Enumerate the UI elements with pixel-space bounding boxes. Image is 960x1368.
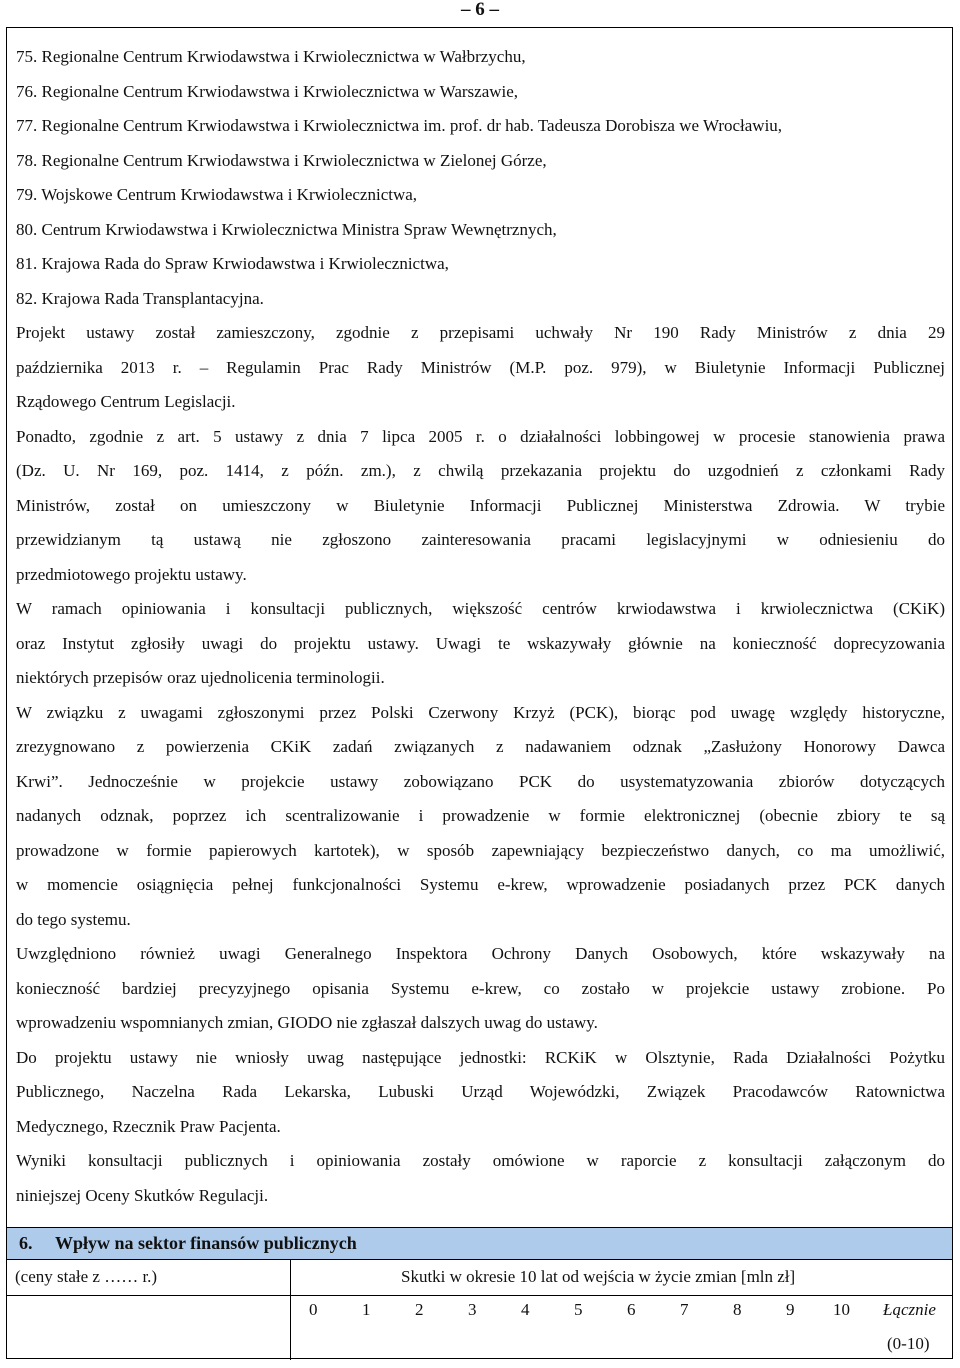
list-item: 81. Krajowa Rada do Spraw Krwiodawstwa i Krwiolecznictwa, xyxy=(16,254,449,273)
finance-table-header xyxy=(7,1260,952,1296)
document-body xyxy=(16,40,946,1213)
paragraph-lobbying xyxy=(16,420,945,593)
page-number: – 6 – xyxy=(461,0,499,20)
year-cell: 4 xyxy=(521,1300,530,1319)
year-cell: 3 xyxy=(468,1300,477,1319)
year-cell: 0 xyxy=(309,1300,318,1319)
year-cell: 8 xyxy=(733,1300,742,1319)
text-line: (Dz. U. Nr 169, poz. 1414, z późn. zm.), z chwilą przekazania projektu do uzgodnień z członkami Rady xyxy=(16,461,945,480)
list-item: 76. Regionalne Centrum Krwiodawstwa i Krwiolecznictwa w Warszawie, xyxy=(16,81,519,101)
text-line: wprowadzeniu wspomnianych zmian, GIODO nie zgłaszał dalszych uwag do ustawy. xyxy=(16,1013,598,1032)
year-cell: 1 xyxy=(362,1300,371,1319)
year-cell: 9 xyxy=(786,1300,795,1319)
prices-label: (ceny stałe z …… r.) xyxy=(15,1267,158,1286)
text-line: Uwzględniono również uwagi Generalnego Inspektora Ochrony Danych Osobowych, które wskazywały na xyxy=(16,944,945,963)
text-line: prowadzone w formie papierowych kartotek), w sposób zapewniający bezpieczeństwo danych, co ma umożliwić, xyxy=(16,840,945,860)
text-line: przewidzianym tą ustawą nie zgłoszono zainteresowania pracami legislacyjnymi w odniesieniu do xyxy=(16,530,945,549)
text-line: W związku z uwagami zgłoszonymi przez Polski Czerwony Krzyż (PCK), biorąc pod uwagę względy historyczne, xyxy=(16,702,945,722)
list-item: 78. Regionalne Centrum Krwiodawstwa i Krwiolecznictwa w Zielonej Górze, xyxy=(16,150,547,170)
text-line: zrezygnowano z powierzenia CKiK zadań związanych z nadawaniem odznak „Zasłużony Honorowy Dawca xyxy=(16,737,945,756)
year-cell: 2 xyxy=(415,1300,424,1319)
section-number: 6. xyxy=(19,1233,33,1253)
text-line: niniejszej Oceny Skutków Regulacji. xyxy=(16,1185,269,1205)
text-line: oraz Instytut zgłosiły uwagi do projektu ustawy. Uwagi te wskazywały głównie na konieczność doprecyzowania xyxy=(16,633,945,653)
paragraph-giodo xyxy=(16,937,945,1041)
text-line: konieczność bardziej precyzyjnego opisania Systemu e-krew, co zostało w projekcie ustawy zrobione. Po xyxy=(16,978,945,998)
years-row xyxy=(291,1300,951,1360)
list-item: 80. Centrum Krwiodawstwa i Krwiolecznictwa Ministra Spraw Wewnętrznych, xyxy=(16,219,557,239)
list-item: 79. Wojskowe Centrum Krwiodawstwa i Krwiolecznictwa, xyxy=(16,185,418,204)
text-line: nadanych odznak, poprzez ich scentralizowanie i prowadzenie w formie elektronicznej (obecnie zbiory te są xyxy=(16,806,945,825)
text-line: Publicznego, Naczelna Rada Lekarska, Lubuski Urząd Wojewódzki, Związek Pracodawców Ratownictwa xyxy=(16,1082,945,1101)
text-line: Ministrów, został on umieszczony w Biuletynie Informacji Publicznej Ministerstwa Zdrowia. W trybie xyxy=(16,495,945,515)
text-line: w momencie osiągnięcia pełnej funkcjonalności Systemu e-krew, wprowadzenie posiadanych przez PCK danych xyxy=(16,875,945,894)
text-line: W ramach opiniowania i konsultacji publicznych, większość centrów krwiodawstwa i krwiolecznictwa (CKiK) xyxy=(16,599,945,618)
text-line: niektórych przepisów oraz ujednolicenia terminologii. xyxy=(16,668,385,687)
text-line: Projekt ustawy został zamieszczony, zgodnie z przepisami uchwały Nr 190 Rady Ministrów z dnia 29 xyxy=(16,323,945,342)
list-item: 82. Krajowa Rada Transplantacyjna. xyxy=(16,288,264,308)
text-line: Ponadto, zgodnie z art. 5 ustawy z dnia 7 lipca 2005 r. o działalności lobbingowej w procesie stanowienia prawa xyxy=(16,426,945,446)
section-header xyxy=(7,1227,952,1260)
paragraph-no-remarks xyxy=(16,1041,945,1145)
list-item: 77. Regionalne Centrum Krwiodawstwa i Krwiolecznictwa im. prof. dr hab. Tadeusza Dorobisza we Wrocławiu, xyxy=(16,116,783,135)
paragraph-pck xyxy=(16,696,945,938)
text-line: przedmiotowego projektu ustawy. xyxy=(16,564,247,584)
text-line: Wyniki konsultacji publicznych i opiniowania zostały omówione w raporcie z konsultacji załączonym do xyxy=(16,1151,945,1170)
section-title: Wpływ na sektor finansów publicznych xyxy=(55,1233,357,1253)
text-line: Do projektu ustawy nie wniosły uwag następujące jednostki: RCKiK w Olsztynie, Rada Działalności Pożytku xyxy=(16,1047,945,1067)
total-label: Łącznie xyxy=(883,1300,936,1319)
text-line: Krwi”. Jednocześnie w projekcie ustawy zobowiązano PCK do usystematyzowania zbiorów dotyczących xyxy=(16,771,945,791)
year-cell: 6 xyxy=(627,1300,636,1319)
paragraph-results xyxy=(16,1144,945,1213)
total-range: (0-10) xyxy=(887,1334,930,1353)
year-cell: 7 xyxy=(680,1300,689,1319)
paragraph-publication xyxy=(16,316,945,420)
text-line: do tego systemu. xyxy=(16,909,131,929)
text-line: października 2013 r. – Regulamin Prac Rady Ministrów (M.P. poz. 979), w Biuletynie Informacji Publicznej xyxy=(16,357,945,377)
effects-label: Skutki w okresie 10 lat od wejścia w życie zmian [mln zł] xyxy=(401,1267,796,1286)
text-line: Rządowego Centrum Legislacji. xyxy=(16,392,236,411)
paragraph-consultation xyxy=(16,592,945,696)
institution-list xyxy=(16,40,946,316)
list-item: 75. Regionalne Centrum Krwiodawstwa i Krwiolecznictwa w Wałbrzychu, xyxy=(16,47,526,66)
text-line: Medycznego, Rzecznik Praw Pacjenta. xyxy=(16,1116,281,1136)
year-cell: 10 xyxy=(833,1300,850,1319)
year-cell: 5 xyxy=(574,1300,583,1319)
